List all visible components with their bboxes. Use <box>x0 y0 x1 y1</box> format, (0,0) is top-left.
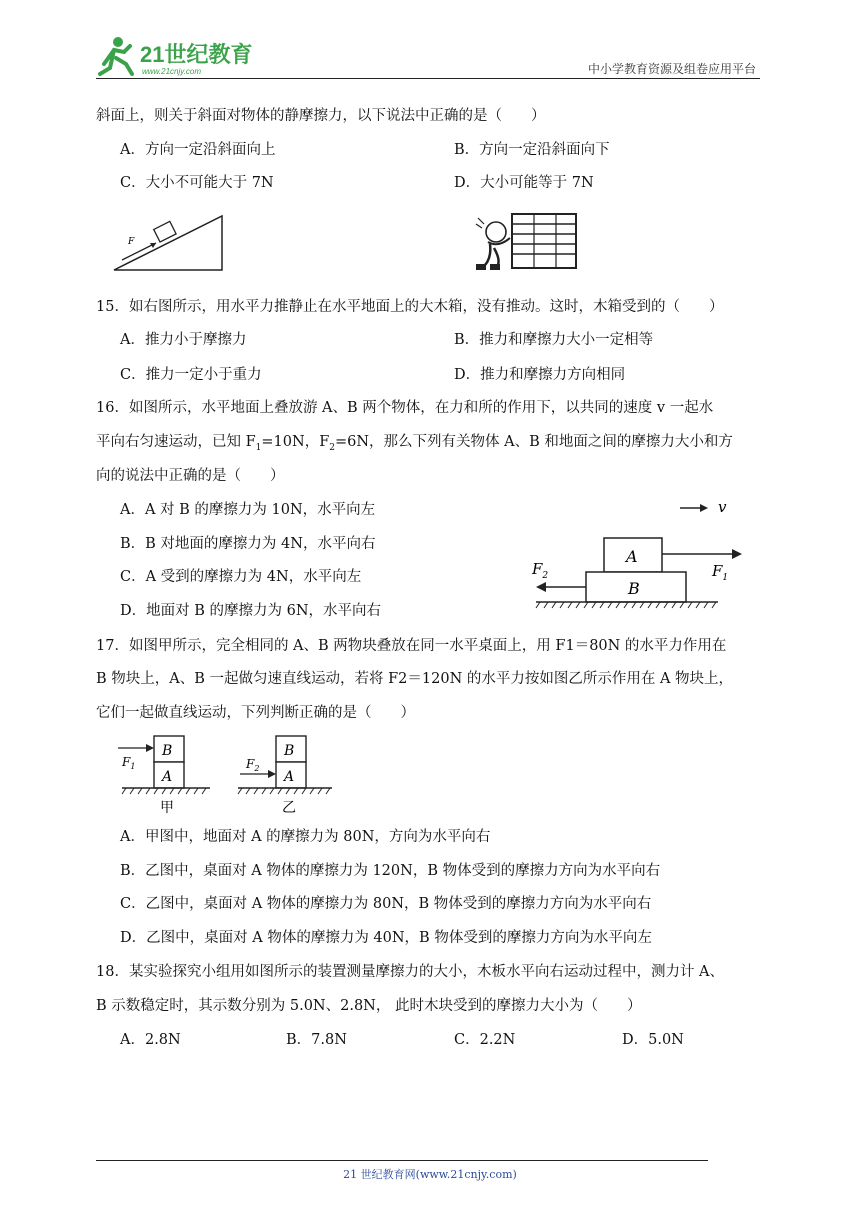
velocity-label: v <box>718 498 727 516</box>
footer-site-text: 21 世纪教育网(www.21cnjy.com) <box>343 1168 517 1181</box>
q17-stem-line3: 它们一起做直线运动，下列判断正确的是（ ） <box>96 705 415 721</box>
logo-url: www.21cnjy.com <box>142 67 201 76</box>
q16-option-c: C．A 受到的摩擦力为 4N，水平向左 <box>120 569 362 585</box>
q16-option-a: A．A 对 B 的摩擦力为 10N，水平向左 <box>120 502 376 518</box>
jia-yi-figure <box>114 734 344 818</box>
f1-label <box>711 562 728 583</box>
person-head <box>486 222 506 242</box>
jia-f-sub: 1 <box>130 762 136 771</box>
jia-f-letter: F <box>122 755 131 769</box>
q17-option-d: D．乙图中，桌面对 A 物体的摩擦力为 40N，B 物体受到的摩擦力方向为水平向左 <box>120 930 652 946</box>
q16-sub: 2 <box>329 442 335 453</box>
q16-stem-line2 <box>96 432 733 458</box>
yi-f-letter: F <box>246 757 255 771</box>
q17-option-a: A．甲图中，地面对 A 的摩擦力为 80N，方向为水平向右 <box>120 829 491 845</box>
q16-stem-line3: 向的说法中正确的是（ ） <box>96 468 285 484</box>
q16-stem-line1: 16．如图所示，水平地面上叠放游 A、B 两个物体，在力和所的作用下，以共同的速度 v 一起水 <box>96 400 714 416</box>
q18-stem-line2: B 示数稳定时，其示数分别为 5.0N、2.8N， 此时木块受到的摩擦力大小为（ ） <box>96 998 642 1014</box>
q14-option-b: B．方向一定沿斜面向下 <box>454 142 610 158</box>
footer-divider <box>96 1160 708 1161</box>
f1-sub: 1 <box>722 573 729 583</box>
q17-stem-line2: B 物块上，A、B 一起做匀速直线运动，若将 F2＝120N 的水平力按如图乙所示作用在 A 物块上， <box>96 671 734 687</box>
q15-option-a: A．推力小于摩擦力 <box>120 332 247 348</box>
block-b-label: B <box>628 579 640 598</box>
yi-f2-label <box>245 757 259 773</box>
q16-text-part: =10N，F <box>261 434 330 450</box>
q15-option-d: D．推力和摩擦力方向相同 <box>454 367 626 383</box>
q18-option-b: B．7.8N <box>286 1032 347 1048</box>
jia-b-label: B <box>162 743 173 759</box>
header-divider <box>96 78 760 79</box>
f2-letter: F <box>532 560 543 578</box>
yi-f-sub: 2 <box>254 764 260 773</box>
f1-letter: F <box>712 562 723 580</box>
f2-label <box>531 560 548 581</box>
jia-a-label: A <box>162 769 173 785</box>
site-logo <box>96 34 256 78</box>
wooden-box <box>512 214 576 268</box>
stacked-blocks-figure <box>528 494 758 614</box>
q16-text-part: 平向右匀速运动，已知 F <box>96 434 256 450</box>
q14-option-d: D．大小可能等于 7N <box>454 175 594 191</box>
q16-sub: 1 <box>255 442 262 453</box>
incline-force-label: F <box>128 237 135 247</box>
q18-option-a: A．2.8N <box>120 1032 181 1048</box>
jia-f1-label <box>121 755 135 771</box>
q18-option-d: D．5.0N <box>622 1032 684 1048</box>
q15-option-b: B．推力和摩擦力大小一定相等 <box>454 332 654 348</box>
q17-option-c: C．乙图中，桌面对 A 物体的摩擦力为 80N，B 物体受到的摩擦力方向为水平向右 <box>120 896 652 912</box>
q14-option-c: C．大小不可能大于 7N <box>120 175 274 191</box>
runner-logo-icon <box>96 34 256 78</box>
q15-option-c: C．推力一定小于重力 <box>120 367 262 383</box>
yi-a-label: A <box>284 769 295 785</box>
yi-b-label: B <box>284 743 295 759</box>
header-platform-text: 中小学教育资源及组卷应用平台 <box>587 62 756 76</box>
f2-sub: 2 <box>542 571 549 581</box>
q14-option-a: A．方向一定沿斜面向上 <box>120 142 276 158</box>
push-box-figure <box>474 208 584 274</box>
logo-text: 21世纪教育 <box>140 42 253 67</box>
yi-caption: 乙 <box>282 800 296 816</box>
q16-option-d: D．地面对 B 的摩擦力为 6N，水平向右 <box>120 603 382 619</box>
q17-stem-line1: 17．如图甲所示，完全相同的 A、B 两物块叠放在同一水平桌面上，用 F1＝80N 的水平力作用在 <box>96 638 727 654</box>
block-a-label: A <box>626 547 638 566</box>
q15-stem: 15．如右图所示，用水平力推静止在水平地面上的大木箱，没有推动。这时，木箱受到的（ ） <box>96 299 724 315</box>
jia-caption: 甲 <box>160 800 174 816</box>
q18-option-c: C．2.2N <box>454 1032 516 1048</box>
q17-option-b: B．乙图中，桌面对 A 物体的摩擦力为 120N，B 物体受到的摩擦力方向为水平向右 <box>120 863 661 879</box>
incline-figure <box>110 210 230 276</box>
q16-option-b: B．B 对地面的摩擦力为 4N，水平向右 <box>120 536 376 552</box>
q18-stem-line1: 18．某实验探究小组用如图所示的装置测量摩擦力的大小，木板水平向右运动过程中，测力计 A、 <box>96 964 725 980</box>
incline-block <box>154 221 176 242</box>
q14-stem: 斜面上，则关于斜面对物体的静摩擦力，以下说法中正确的是（ ） <box>96 108 546 124</box>
q16-text-part: =6N，那么下列有关物体 A、B 和地面之间的摩擦力大小和方 <box>335 434 733 450</box>
